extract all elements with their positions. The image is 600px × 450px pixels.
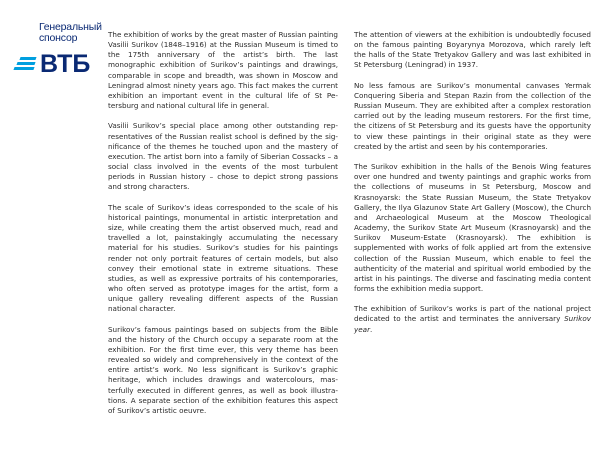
sponsor-label-line2: спонсор <box>39 32 78 44</box>
paragraph: The exhibition of works by the great master of Russian painting Vasilii Surikov (1848–1916) at the Russian Museum is timed to the 175th anniversary of the artist’s birth. The last monographic exhibition of Surikov’s paintings and drawings, comparable in scope and breadth, was shown in Moscow and Leningrad almost ninety years ago. This fact makes the current exhibition an important event in the cultural life of St Petersburg and national cultural life in general. <box>108 30 338 111</box>
closing-end: . <box>370 324 373 334</box>
closing-text: The exhibition of Surikov’s works is part of the national project dedicated to the artist and terminates the anniversary <box>354 304 591 324</box>
closing-paragraph <box>354 304 591 334</box>
sponsor-block <box>13 21 102 78</box>
paragraph: Surikov’s famous paintings based on subjects from the Bible and the history of the Church occupy a separate room at the exhibition. For the first time ever, this very theme has been revealed so widely and comprehensively in the context of the entire artist’s work. No less significant is Surikov’s graphic heritage, which includes drawings and watercolours, masterfully executed in different genres, as well as book illustrations. A separate section of the exhibition features this aspect of Surikov’s artistic oeuvre. <box>108 324 338 415</box>
vtb-logo <box>13 52 103 76</box>
vtb-logo-text: ВТБ <box>40 50 91 78</box>
paragraph: Vasilii Surikov’s special place among other outstanding representatives of the Russian realist school is defined by the significance of the themes he touched upon and the mastery of execution. The artist born into a family of Siberian Cossacks – a social class involved in the events of the most turbulent periods in Russian history – chose to depict strong passions and strong characters. <box>108 121 338 192</box>
right-column <box>354 30 591 345</box>
sponsor-label-line1: Генеральный <box>39 21 102 33</box>
paragraph: No less famous are Surikov’s monumental canvases Yermak Conquering Siberia and Stepan Razin from the collection of the Russian Museum. They are exhibited after a complex restoration carried out by the leading museum restorers. For the first time, the citizens of St Petersburg and its guests have the opportunity to view these paintings in their original state as they were created by the artist and seen by his contemporaries. <box>354 80 591 151</box>
left-column <box>108 30 338 426</box>
paragraph: The Surikov exhibition in the halls of the Benois Wing features over one hundred and twenty paintings and graphic works from the collections of museums in St Petersburg, Moscow and Krasnoyarsk: the State Russian Museum, the State Tretyakov Gallery, the Ilya Glazunov State Art Gallery (Moscow), the Church and Archaeological Museum at the Moscow Theological Academy, the Surikov State Art Museum (Krasnoyarsk) and the Surikov Museum-Estate (Krasnoyarsk). The exhibition is supplemented with works of folk applied art from the extensive collection of the Russian Museum, which enable to feel the authenticity of the material and spiritual world embodied by the artist in his paintings. The diverse and fascinating media content forms the exhibition media support. <box>354 162 591 293</box>
sponsor-label <box>39 21 102 44</box>
closing-italic: Surikov year <box>354 314 591 334</box>
paragraph: The scale of Surikov’s ideas corresponded to the scale of his historical paintings, monumental in artistic interpretation and size, while creating them the artist observed much, read and travelled a lot, painstakingly accumulating the necessary material for his studies. Surikov’s studies for his paintings render not only portrait features of certain models, but also convey their emotional state in extreme situations. These studies, as well as expressive portraits of his contemporaries, who often served as prototype images for the artist, form a unique gallery revealing different aspects of the Russian national character. <box>108 202 338 314</box>
vtb-stripes-icon <box>14 57 38 71</box>
paragraph: The attention of viewers at the exhibition is undoubtedly focused on the famous painting Boyarynya Morozova, which rarely left the halls of the State Tretyakov Gallery and was last exhibited in St Petersburg (Leningrad) in 1937. <box>354 30 591 70</box>
